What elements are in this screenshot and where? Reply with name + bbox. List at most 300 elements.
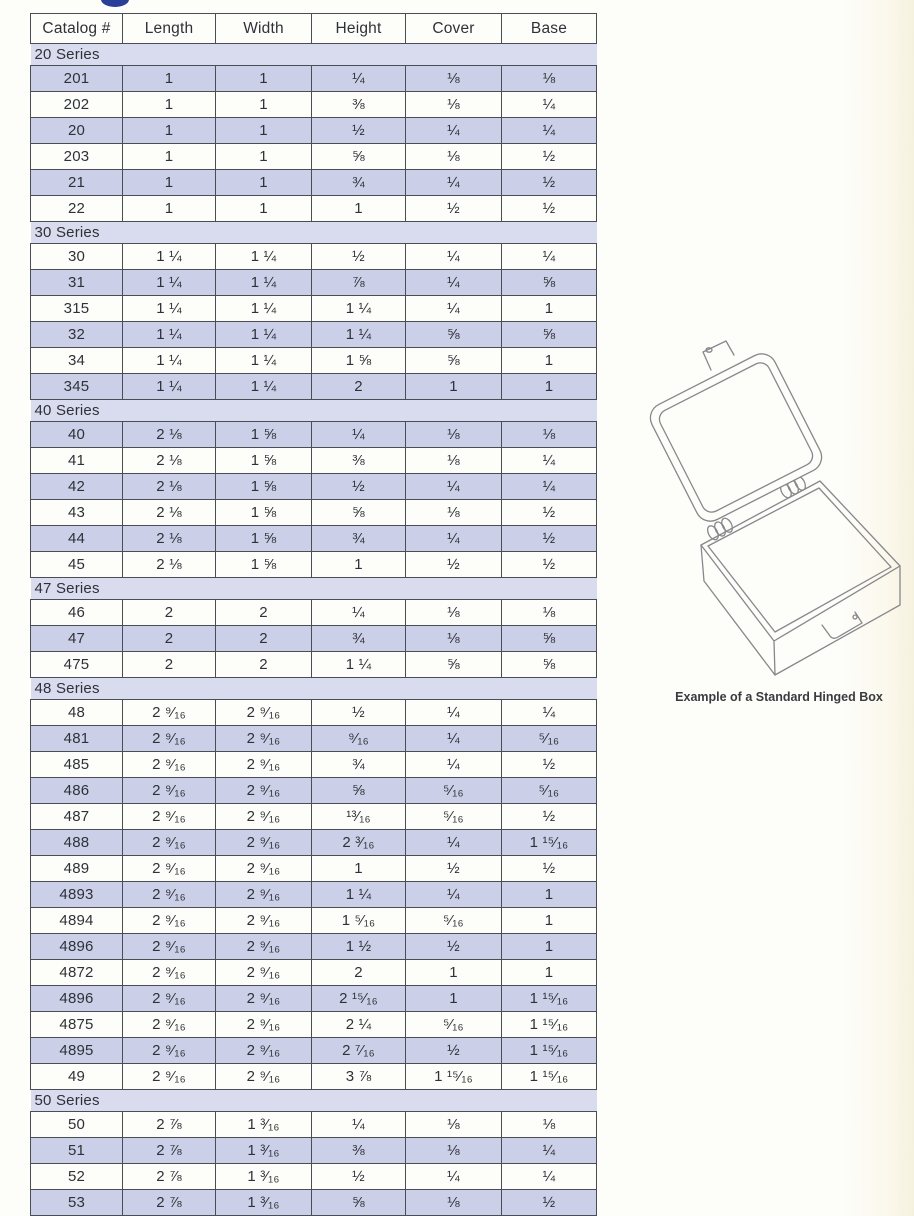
catalog-number-cell: 45 xyxy=(31,552,123,578)
dimension-cell: 2 ⅞ xyxy=(123,1190,216,1216)
dimension-cell: ⅛ xyxy=(406,448,502,474)
table-row xyxy=(31,1164,597,1190)
dimension-cell: ½ xyxy=(406,552,502,578)
dimension-cell: 1 ¼ xyxy=(216,322,312,348)
catalog-number-cell: 487 xyxy=(31,804,123,830)
dimension-cell: 2 ⁷⁄₁₆ xyxy=(312,1038,406,1064)
catalog-number-cell: 46 xyxy=(31,600,123,626)
dimension-cell: 1 ³⁄₁₆ xyxy=(216,1112,312,1138)
dimension-cell: 1 ¹⁵⁄₁₆ xyxy=(502,830,597,856)
catalog-number-cell: 4895 xyxy=(31,1038,123,1064)
dimension-cell: 2 ⁹⁄₁₆ xyxy=(216,934,312,960)
dimension-cell: 1 ⅝ xyxy=(312,348,406,374)
dimension-cell: 2 ⅞ xyxy=(123,1164,216,1190)
catalog-number-cell: 34 xyxy=(31,348,123,374)
table-row xyxy=(31,296,597,322)
figure-caption: Example of a Standard Hinged Box xyxy=(675,690,883,704)
dimension-cell: 1 xyxy=(216,92,312,118)
dimension-cell: ⅝ xyxy=(406,322,502,348)
dimension-cell: ¼ xyxy=(406,752,502,778)
catalog-number-cell: 21 xyxy=(31,170,123,196)
catalog-number-cell: 488 xyxy=(31,830,123,856)
dimension-cell: 1 ¼ xyxy=(123,348,216,374)
dimension-cell: ⅜ xyxy=(312,448,406,474)
dimension-cell: ⅛ xyxy=(406,1190,502,1216)
series-band-label: 40 Series xyxy=(31,400,597,422)
dimension-cell: 1 ¼ xyxy=(123,270,216,296)
dimension-cell: ⅝ xyxy=(406,652,502,678)
dimension-cell: 1 xyxy=(123,118,216,144)
table-row xyxy=(31,626,597,652)
dimension-cell: 1 xyxy=(216,170,312,196)
dimension-cell: ¼ xyxy=(312,600,406,626)
dimension-cell: ½ xyxy=(312,1164,406,1190)
dimension-cell: 1 ⅝ xyxy=(216,526,312,552)
catalog-number-cell: 48 xyxy=(31,700,123,726)
dimension-cell: ⅛ xyxy=(502,66,597,92)
dimension-cell: 1 ⁵⁄₁₆ xyxy=(312,908,406,934)
table-row xyxy=(31,960,597,986)
dimension-cell: ¼ xyxy=(406,474,502,500)
table-row xyxy=(31,448,597,474)
dimension-cell: 2 ⁹⁄₁₆ xyxy=(123,830,216,856)
dimension-cell: 2 xyxy=(216,600,312,626)
dimension-cell: 2 xyxy=(123,626,216,652)
dimension-cell: ½ xyxy=(406,934,502,960)
dimension-cell: 1 xyxy=(502,882,597,908)
table-row xyxy=(31,804,597,830)
dimension-cell: 2 ⁹⁄₁₆ xyxy=(216,908,312,934)
dimension-cell: 2 ⁹⁄₁₆ xyxy=(216,804,312,830)
dimension-cell: 2 ⁹⁄₁₆ xyxy=(123,856,216,882)
dimension-cell: ⁵⁄₁₆ xyxy=(502,778,597,804)
hinged-box-figure xyxy=(612,338,912,718)
dimension-cell: 2 xyxy=(123,600,216,626)
series-band-label: 50 Series xyxy=(31,1090,597,1112)
dimension-cell: 2 xyxy=(123,652,216,678)
dimension-cell: ¼ xyxy=(406,118,502,144)
table-header-row xyxy=(31,14,597,44)
dimension-cell: ⅛ xyxy=(502,1112,597,1138)
dimension-cell: 1 ¼ xyxy=(123,374,216,400)
dimension-cell: ⅝ xyxy=(312,1190,406,1216)
catalog-number-cell: 475 xyxy=(31,652,123,678)
catalog-number-cell: 4875 xyxy=(31,1012,123,1038)
dimension-cell: ⅝ xyxy=(312,500,406,526)
table-row xyxy=(31,118,597,144)
dimension-cell: 1 ³⁄₁₆ xyxy=(216,1164,312,1190)
catalog-number-cell: 486 xyxy=(31,778,123,804)
dimension-cell: 2 ⁹⁄₁₆ xyxy=(216,856,312,882)
table-row xyxy=(31,752,597,778)
hinged-box-drawing xyxy=(612,338,912,683)
table-row xyxy=(31,1112,597,1138)
dimension-cell: ½ xyxy=(502,170,597,196)
dimension-cell: 2 ⅛ xyxy=(123,422,216,448)
table-row xyxy=(31,986,597,1012)
dimension-cell: 1 xyxy=(406,960,502,986)
dimension-cell: 2 ⁹⁄₁₆ xyxy=(123,1064,216,1090)
dimension-cell: 1 xyxy=(502,374,597,400)
catalog-number-cell: 203 xyxy=(31,144,123,170)
catalog-number-cell: 42 xyxy=(31,474,123,500)
table-row xyxy=(31,422,597,448)
dimension-cell: 1 ⅝ xyxy=(216,552,312,578)
table-row xyxy=(31,144,597,170)
dimension-cell: 2 ⅛ xyxy=(123,474,216,500)
dimension-cell: 1 ¼ xyxy=(312,882,406,908)
dimension-cell: 1 xyxy=(502,934,597,960)
catalog-number-cell: 53 xyxy=(31,1190,123,1216)
catalog-number-cell: 50 xyxy=(31,1112,123,1138)
dimension-cell: 2 ⁹⁄₁₆ xyxy=(216,726,312,752)
dimension-cell: ⅜ xyxy=(312,1138,406,1164)
dimension-cell: 2 ¼ xyxy=(312,1012,406,1038)
column-header: Cover xyxy=(406,14,502,44)
dimension-cell: ½ xyxy=(502,856,597,882)
dimension-cell: 2 xyxy=(312,960,406,986)
dimensions-table xyxy=(30,13,597,1216)
dimension-cell: 2 ⁹⁄₁₆ xyxy=(123,726,216,752)
dimension-cell: ¾ xyxy=(312,626,406,652)
dimension-cell: ¼ xyxy=(406,526,502,552)
dimension-cell: ⅛ xyxy=(406,600,502,626)
table-row xyxy=(31,908,597,934)
column-header: Length xyxy=(123,14,216,44)
table-row xyxy=(31,652,597,678)
dimension-cell: ⅛ xyxy=(406,1112,502,1138)
series-band-row xyxy=(31,1090,597,1112)
dimension-cell: ¼ xyxy=(312,422,406,448)
catalog-number-cell: 30 xyxy=(31,244,123,270)
dimension-cell: 1 ¼ xyxy=(216,374,312,400)
table-row xyxy=(31,1138,597,1164)
dimension-cell: 2 ⁹⁄₁₆ xyxy=(123,700,216,726)
dimension-cell: ¼ xyxy=(406,170,502,196)
series-band-row xyxy=(31,578,597,600)
dimension-cell: 2 ⁹⁄₁₆ xyxy=(123,908,216,934)
dimension-cell: 1 ³⁄₁₆ xyxy=(216,1190,312,1216)
dimension-cell: 1 ¹⁵⁄₁₆ xyxy=(502,1064,597,1090)
dimension-cell: 1 xyxy=(123,196,216,222)
table-row xyxy=(31,882,597,908)
dimension-cell: ⅛ xyxy=(406,144,502,170)
dimension-cell: ⅝ xyxy=(502,652,597,678)
table-row xyxy=(31,170,597,196)
dimension-cell: 2 ⁹⁄₁₆ xyxy=(216,960,312,986)
column-header: Catalog # xyxy=(31,14,123,44)
dimension-cell: ⅝ xyxy=(502,270,597,296)
dimension-cell: ¼ xyxy=(502,244,597,270)
table-row xyxy=(31,500,597,526)
dimension-cell: 1 ⅝ xyxy=(216,448,312,474)
dimension-cell: 1 ¹⁵⁄₁₆ xyxy=(502,986,597,1012)
table-row xyxy=(31,66,597,92)
dimension-cell: 2 ⁹⁄₁₆ xyxy=(216,830,312,856)
dimension-cell: 1 xyxy=(123,92,216,118)
catalog-number-cell: 4894 xyxy=(31,908,123,934)
dimension-cell: 2 ⅛ xyxy=(123,500,216,526)
dimension-cell: 1 ¹⁵⁄₁₆ xyxy=(502,1012,597,1038)
dimension-cell: ¼ xyxy=(312,66,406,92)
catalog-number-cell: 481 xyxy=(31,726,123,752)
dimension-cell: 2 ⁹⁄₁₆ xyxy=(216,1064,312,1090)
catalog-number-cell: 4893 xyxy=(31,882,123,908)
dimension-cell: ⅛ xyxy=(406,626,502,652)
dimension-cell: ¼ xyxy=(502,474,597,500)
catalog-number-cell: 4896 xyxy=(31,986,123,1012)
dimension-cell: 1 xyxy=(406,374,502,400)
dimension-cell: ¾ xyxy=(312,752,406,778)
dimension-cell: ½ xyxy=(502,526,597,552)
series-band-row xyxy=(31,222,597,244)
dimension-cell: ¼ xyxy=(502,92,597,118)
dimension-cell: ⅛ xyxy=(406,66,502,92)
dimension-cell: 2 ⁹⁄₁₆ xyxy=(216,1038,312,1064)
table-row xyxy=(31,92,597,118)
dimension-cell: ⅝ xyxy=(312,144,406,170)
dimension-cell: ¼ xyxy=(406,700,502,726)
table-row xyxy=(31,474,597,500)
dimension-cell: 2 ⁹⁄₁₆ xyxy=(123,882,216,908)
series-band-row xyxy=(31,678,597,700)
table-row xyxy=(31,778,597,804)
dimension-cell: ½ xyxy=(312,700,406,726)
dimension-cell: ¼ xyxy=(406,270,502,296)
dimension-cell: 2 ⁹⁄₁₆ xyxy=(216,700,312,726)
table-row xyxy=(31,726,597,752)
dimension-cell: 1 xyxy=(312,552,406,578)
dimension-cell: 2 xyxy=(312,374,406,400)
table-row xyxy=(31,1012,597,1038)
dimension-cell: ⅛ xyxy=(502,422,597,448)
table-row xyxy=(31,856,597,882)
catalog-number-cell: 49 xyxy=(31,1064,123,1090)
dimension-cell: 2 ⁹⁄₁₆ xyxy=(216,752,312,778)
dimension-cell: 2 xyxy=(216,652,312,678)
table-row xyxy=(31,1038,597,1064)
dimension-cell: 1 ¹⁵⁄₁₆ xyxy=(406,1064,502,1090)
dimension-cell: ⁵⁄₁₆ xyxy=(406,804,502,830)
table-row xyxy=(31,348,597,374)
dimension-cell: 2 ⁹⁄₁₆ xyxy=(123,1038,216,1064)
catalog-number-cell: 40 xyxy=(31,422,123,448)
dimension-cell: ¼ xyxy=(502,448,597,474)
table-row xyxy=(31,934,597,960)
dimension-cell: ¹³⁄₁₆ xyxy=(312,804,406,830)
column-header: Base xyxy=(502,14,597,44)
dimension-cell: 2 ³⁄₁₆ xyxy=(312,830,406,856)
dimension-cell: ¾ xyxy=(312,526,406,552)
dimension-cell: 2 ⁹⁄₁₆ xyxy=(216,986,312,1012)
table-row xyxy=(31,270,597,296)
dimension-cell: ⅛ xyxy=(406,1138,502,1164)
dimension-cell: ½ xyxy=(502,552,597,578)
dimension-cell: 2 ⅞ xyxy=(123,1138,216,1164)
dimension-cell: 1 xyxy=(123,170,216,196)
dimension-cell: 1 ¹⁵⁄₁₆ xyxy=(502,1038,597,1064)
dimension-cell: 2 xyxy=(216,626,312,652)
dimension-cell: 2 ⁹⁄₁₆ xyxy=(123,778,216,804)
dimension-cell: ½ xyxy=(502,196,597,222)
dimension-cell: 1 xyxy=(502,348,597,374)
dimension-cell: ½ xyxy=(502,752,597,778)
dimension-cell: 1 xyxy=(216,66,312,92)
dimension-cell: ¼ xyxy=(502,700,597,726)
table-row xyxy=(31,830,597,856)
dimension-cell: 2 ⁹⁄₁₆ xyxy=(216,778,312,804)
table-row xyxy=(31,526,597,552)
dimension-cell: ¾ xyxy=(312,170,406,196)
dimension-cell: 1 xyxy=(216,196,312,222)
dimension-cell: 1 xyxy=(406,986,502,1012)
dimension-cell: 1 xyxy=(123,144,216,170)
catalog-number-cell: 315 xyxy=(31,296,123,322)
catalog-number-cell: 44 xyxy=(31,526,123,552)
dimension-cell: 1 ¼ xyxy=(312,652,406,678)
dimension-cell: ⅞ xyxy=(312,270,406,296)
dimension-cell: ¼ xyxy=(406,1164,502,1190)
dimension-cell: ½ xyxy=(312,118,406,144)
table-row xyxy=(31,600,597,626)
catalog-number-cell: 47 xyxy=(31,626,123,652)
dimension-cell: ⁹⁄₁₆ xyxy=(312,726,406,752)
dimension-cell: 1 ¼ xyxy=(216,348,312,374)
dimension-cell: 2 ⅞ xyxy=(123,1112,216,1138)
dimension-cell: 1 ¼ xyxy=(312,296,406,322)
table-row xyxy=(31,244,597,270)
dimension-cell: ⅛ xyxy=(406,500,502,526)
dimension-cell: ½ xyxy=(502,804,597,830)
dimension-cell: ⅝ xyxy=(406,348,502,374)
dimension-cell: 1 ¼ xyxy=(123,244,216,270)
dimension-cell: ¼ xyxy=(406,296,502,322)
series-band-row xyxy=(31,44,597,66)
catalog-number-cell: 41 xyxy=(31,448,123,474)
dimension-cell: 3 ⅞ xyxy=(312,1064,406,1090)
dimension-cell: ¼ xyxy=(406,830,502,856)
series-band-label: 30 Series xyxy=(31,222,597,244)
dimension-cell: 1 xyxy=(216,118,312,144)
dimension-cell: ⅛ xyxy=(502,600,597,626)
dimension-cell: 1 ¼ xyxy=(123,322,216,348)
catalog-number-cell: 22 xyxy=(31,196,123,222)
catalog-number-cell: 489 xyxy=(31,856,123,882)
dimension-cell: 1 xyxy=(216,144,312,170)
dimension-cell: 1 ¼ xyxy=(216,244,312,270)
dimension-cell: ¼ xyxy=(406,726,502,752)
dimension-cell: 2 ¹⁵⁄₁₆ xyxy=(312,986,406,1012)
dimension-cell: 1 xyxy=(502,960,597,986)
dimension-cell: 2 ⁹⁄₁₆ xyxy=(123,804,216,830)
dimension-cell: 2 ⅛ xyxy=(123,448,216,474)
dimension-cell: 1 ¼ xyxy=(216,270,312,296)
dimension-cell: ½ xyxy=(406,1038,502,1064)
dimension-cell: ½ xyxy=(502,1190,597,1216)
catalog-number-cell: 31 xyxy=(31,270,123,296)
dimension-cell: ⁵⁄₁₆ xyxy=(406,1012,502,1038)
table-row xyxy=(31,700,597,726)
catalog-number-cell: 20 xyxy=(31,118,123,144)
dimension-cell: 1 ¼ xyxy=(312,322,406,348)
dimension-cell: ¼ xyxy=(502,118,597,144)
series-band-label: 47 Series xyxy=(31,578,597,600)
dimension-cell: ⅜ xyxy=(312,92,406,118)
catalog-number-cell: 32 xyxy=(31,322,123,348)
dimension-cell: 1 ³⁄₁₆ xyxy=(216,1138,312,1164)
dimension-cell: ½ xyxy=(312,244,406,270)
dimension-cell: 2 ⁹⁄₁₆ xyxy=(216,882,312,908)
cutoff-page-title-fragment xyxy=(101,0,129,7)
catalog-number-cell: 43 xyxy=(31,500,123,526)
dimension-cell: 1 xyxy=(312,856,406,882)
catalog-number-cell: 4896 xyxy=(31,934,123,960)
dimension-cell: ¼ xyxy=(406,244,502,270)
dimension-cell: 2 ⁹⁄₁₆ xyxy=(123,934,216,960)
dimension-cell: 1 xyxy=(502,296,597,322)
dimension-cell: 2 ⅛ xyxy=(123,526,216,552)
dimension-cell: ½ xyxy=(502,500,597,526)
catalog-number-cell: 51 xyxy=(31,1138,123,1164)
catalog-number-cell: 202 xyxy=(31,92,123,118)
dimension-cell: 1 ⅝ xyxy=(216,422,312,448)
catalog-number-cell: 345 xyxy=(31,374,123,400)
dimension-cell: ⁵⁄₁₆ xyxy=(406,778,502,804)
dimension-cell: ¼ xyxy=(406,882,502,908)
dimension-cell: ¼ xyxy=(502,1164,597,1190)
series-band-row xyxy=(31,400,597,422)
dimension-cell: 1 ½ xyxy=(312,934,406,960)
table-row xyxy=(31,196,597,222)
dimension-cell: 2 ⁹⁄₁₆ xyxy=(216,1012,312,1038)
table-row xyxy=(31,552,597,578)
dimension-cell: ⅝ xyxy=(502,322,597,348)
dimension-cell: ¼ xyxy=(312,1112,406,1138)
dimension-cell: 2 ⁹⁄₁₆ xyxy=(123,1012,216,1038)
series-band-label: 20 Series xyxy=(31,44,597,66)
dimension-cell: ⁵⁄₁₆ xyxy=(406,908,502,934)
catalog-number-cell: 485 xyxy=(31,752,123,778)
dimension-cell: ⅝ xyxy=(312,778,406,804)
table-row xyxy=(31,1190,597,1216)
column-header: Height xyxy=(312,14,406,44)
table-row xyxy=(31,322,597,348)
dimension-cell: 1 ¼ xyxy=(123,296,216,322)
table-row xyxy=(31,374,597,400)
dimension-cell: ⅛ xyxy=(406,422,502,448)
dimension-cell: 2 ⁹⁄₁₆ xyxy=(123,986,216,1012)
dimension-cell: 1 ⅝ xyxy=(216,500,312,526)
dimension-cell: 1 xyxy=(502,908,597,934)
dimension-cell: ⁵⁄₁₆ xyxy=(502,726,597,752)
column-header: Width xyxy=(216,14,312,44)
dimension-cell: 2 ⅛ xyxy=(123,552,216,578)
dimension-cell: 1 ¼ xyxy=(216,296,312,322)
dimension-cell: 2 ⁹⁄₁₆ xyxy=(123,960,216,986)
dimension-cell: 1 xyxy=(312,196,406,222)
catalog-number-cell: 52 xyxy=(31,1164,123,1190)
dimension-cell: 1 xyxy=(123,66,216,92)
dimension-cell: ⅛ xyxy=(406,92,502,118)
dimension-cell: ½ xyxy=(502,144,597,170)
catalog-number-cell: 4872 xyxy=(31,960,123,986)
dimension-cell: ¼ xyxy=(502,1138,597,1164)
table-row xyxy=(31,1064,597,1090)
series-band-label: 48 Series xyxy=(31,678,597,700)
dimension-cell: ⅝ xyxy=(502,626,597,652)
dimension-cell: ½ xyxy=(406,856,502,882)
catalog-number-cell: 201 xyxy=(31,66,123,92)
